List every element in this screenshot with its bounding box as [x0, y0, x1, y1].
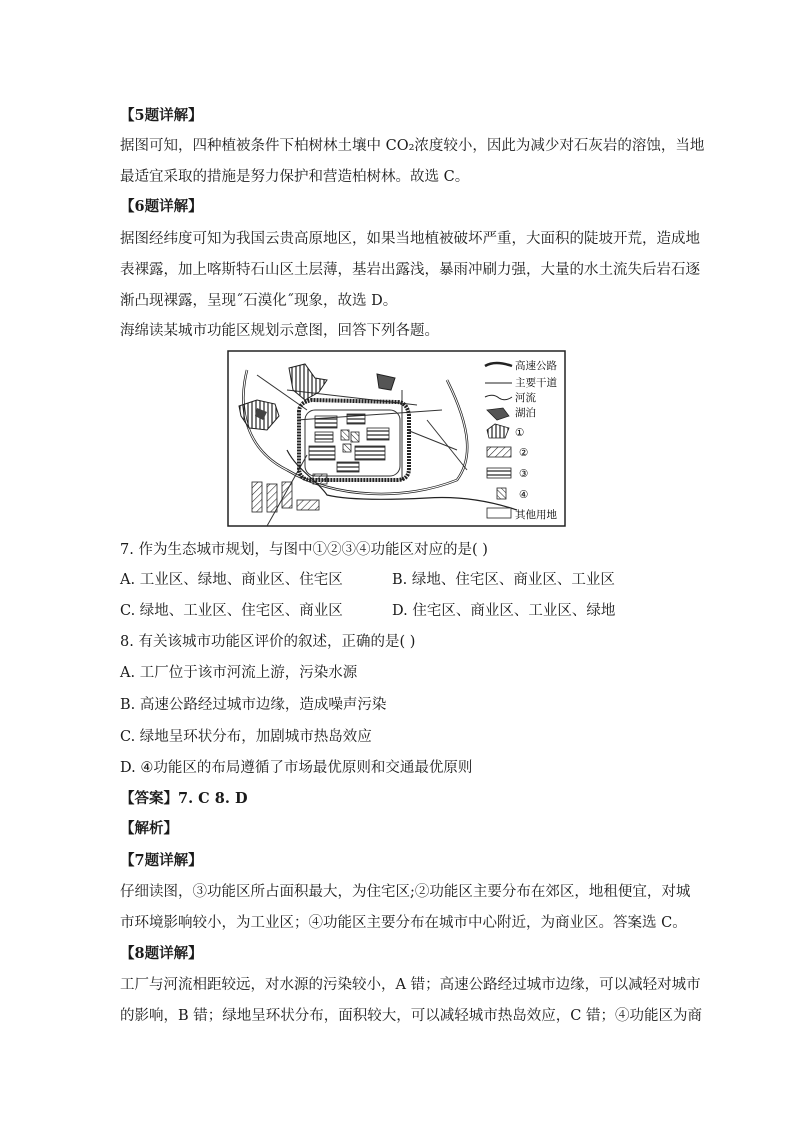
q6-text-line-1: 据图经纬度可知为我国云贵高原地区，如果当地植被破坏严重，大面积的陡坡开荒，造成地 — [120, 231, 700, 247]
q7-option-a: A. 工业区、绿地、商业区、住宅区 — [120, 572, 343, 588]
q7-option-d: D. 住宅区、商业区、工业区、绿地 — [392, 603, 616, 619]
q8-option-a: A. 工厂位于该市河流上游，污染水源 — [120, 665, 358, 681]
legend-other-swatch — [487, 508, 511, 518]
analysis-header: 【解析】 — [120, 820, 178, 837]
answer-line: 【答案】7. C 8. D — [120, 790, 248, 807]
q8-option-b: B. 高速公路经过城市边缘，造成噪声污染 — [120, 697, 387, 713]
legend-highway-label: 高速公路 — [515, 360, 557, 372]
q7-detail-line-1: 仔细读图，③功能区所占面积最大，为住宅区;②功能区主要分布在郊区，地租便宜，对城 — [120, 884, 691, 900]
legend-zone3-label: ③ — [519, 468, 529, 480]
q8-option-c: C. 绿地呈环状分布，加剧城市热岛效应 — [120, 729, 372, 745]
q8-stem: 8. 有关该城市功能区评价的叙述，正确的是( ) — [120, 634, 416, 650]
q7-detail-header: 【7题详解】 — [120, 852, 203, 869]
legend-zone3-swatch — [487, 468, 511, 478]
q8-detail-line-2: 的影响，B 错；绿地呈环状分布，面积较大，可以减轻城市热岛效应，C 错；④功能区为商 — [120, 1008, 702, 1024]
legend-lake-label: 湖泊 — [515, 407, 536, 419]
q7-detail-line-2: 市环境影响较小，为工业区；④功能区主要分布在城市中心附近，为商业区。答案选 C。 — [120, 915, 687, 931]
q8-option-d: D. ④功能区的布局遵循了市场最优原则和交通最优原则 — [120, 760, 473, 776]
q7-option-b: B. 绿地、住宅区、商业区、工业区 — [392, 572, 615, 588]
q6-text-line-3: 渐凸现裸露，呈现˝石漠化˝现象，故选 D。 — [120, 293, 398, 309]
legend-zone2-swatch — [487, 447, 511, 457]
q5-header: 【5题详解】 — [120, 107, 203, 124]
legend-river-label: 河流 — [515, 392, 536, 404]
legend-zone4-label: ④ — [519, 489, 529, 501]
q6-text-line-2: 表裸露，加上喀斯特石山区土层薄，基岩出露浅，暴雨冲刷力强，大量的水土流失后岩石逐 — [120, 262, 700, 278]
legend-zone1-label: ① — [515, 427, 525, 439]
q7-option-c: C. 绿地、工业区、住宅区、商业区 — [120, 603, 343, 619]
q8-detail-line-1: 工厂与河流相距较远，对水源的污染较小，A 错；高速公路经过城市边缘，可以减轻对城市 — [120, 977, 701, 993]
q6-header: 【6题详解】 — [120, 198, 203, 215]
intro-text: 海绵读某城市功能区规划示意图，回答下列各题。 — [120, 323, 439, 339]
q5-text-line-2: 最适宜采取的措施是努力保护和营造柏树林。故选 C。 — [120, 169, 470, 185]
legend-main-road-label: 主要干道 — [515, 377, 557, 389]
city-zone-map — [227, 350, 566, 527]
legend-zone2-label: ② — [519, 447, 529, 459]
legend-other-label: 其他用地 — [515, 509, 557, 521]
q7-stem: 7. 作为生态城市规划，与图中①②③④功能区对应的是( ) — [120, 542, 488, 558]
q5-text-line-1: 据图可知，四种植被条件下柏树林土壤中 CO₂浓度较小，因此为减少对石灰岩的溶蚀，当地 — [120, 138, 705, 154]
legend-zone4-swatch — [497, 488, 506, 499]
q8-detail-header: 【8题详解】 — [120, 945, 203, 962]
